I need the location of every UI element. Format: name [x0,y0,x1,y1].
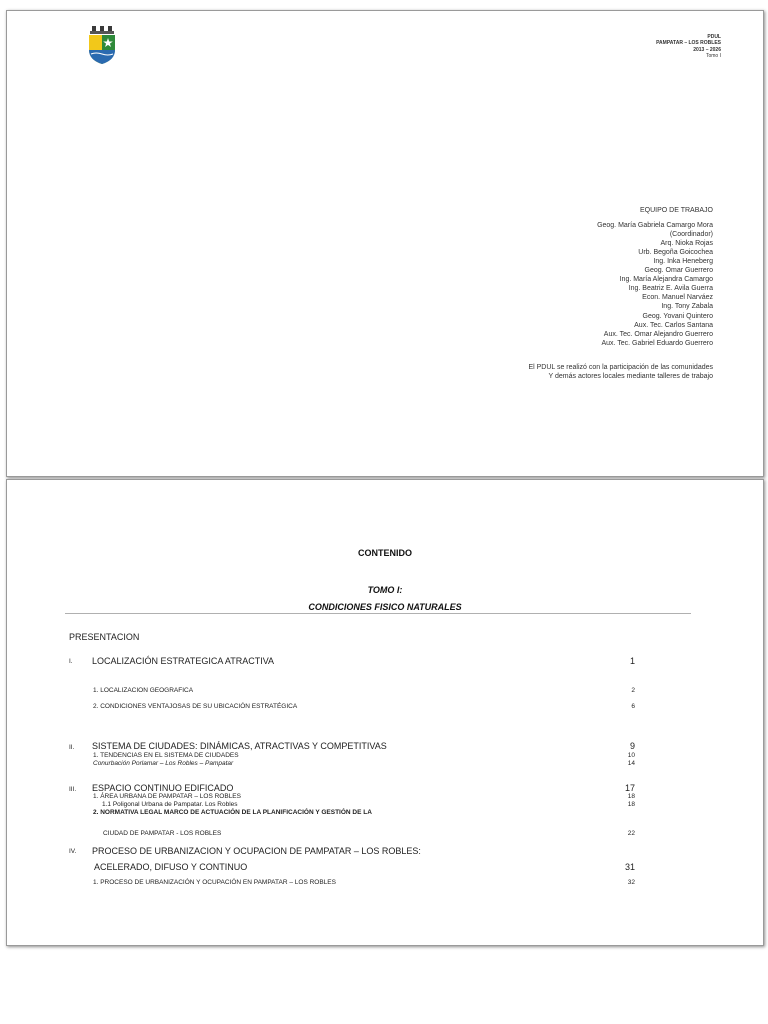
toc-page-number: 18 [627,793,635,800]
toc-chapter-title-continuation: ACELERADO, DIFUSO Y CONTINUO [94,862,248,872]
toc-page-number: 6 [631,703,635,710]
participation-note [528,363,713,381]
document-header [656,34,721,59]
toc-section: 1. LOCALIZACION GEOGRAFICA [93,687,194,694]
toc-section: 1. ÁREA URBANA DE PAMPATAR – LOS ROBLES [93,793,241,800]
toc-page-number: 10 [627,752,635,759]
header-line: 2013 – 2026 [693,46,721,53]
municipal-shield-logo [85,25,119,65]
volume-subtitle: CONDICIONES FISICO NATURALES [308,602,462,612]
team-member: Ing. Inka Heneberg [653,258,713,266]
toc-presentation: PRESENTACION [69,632,140,642]
participation-line: Y demás actores locales mediante talleres de trabajo [548,373,713,380]
toc-roman: III. [69,786,77,793]
heading-divider [65,613,691,614]
toc-section-continuation: CIUDAD DE PAMPATAR - LOS ROBLES [103,830,222,837]
toc-chapter-title: SISTEMA DE CIUDADES: DINÁMICAS, ATRACTIVAS Y COMPETITIVAS [92,741,387,751]
contents-title: CONTENIDO [358,548,412,558]
team-member: (Coordinador) [669,231,713,239]
toc-roman: I. [69,658,73,665]
toc-roman: II. [69,744,75,751]
toc-page-number: 22 [627,830,635,837]
document-page-2 [6,479,764,946]
toc-section: 2. CONDICIONES VENTAJOSAS DE SU UBICACIÓN ESTRATÉGICA [93,703,298,710]
toc-page-number: 9 [629,741,635,751]
toc-section: 1. TENDENCIAS EN EL SISTEMA DE CIUDADES [93,752,239,759]
toc-section: 1. PROCESO DE URBANIZACIÓN Y OCUPACIÓN EN PAMPATAR – LOS ROBLES [93,879,336,886]
team-member: Aux. Tec. Omar Alejandro Guerrero [603,330,713,338]
toc-chapter-title: LOCALIZACIÓN ESTRATEGICA ATRACTIVA [92,656,275,666]
toc-page-number: 2 [631,687,635,694]
volume-title: TOMO I: [367,585,403,595]
toc-page-number: 17 [624,783,635,793]
team-member: Ing. María Alejandra Camargo [619,276,713,284]
team-member: Geog. Omar Guerrero [644,267,713,275]
toc-page-number: 32 [627,879,635,886]
team-member: Geog. Yovani Quintero [642,312,713,320]
toc-subsection: Conurbación Porlamar – Los Robles – Pampatar [93,760,234,767]
toc-chapter-title: ESPACIO CONTINUO EDIFICADO [92,783,234,793]
toc-page-number: 1 [629,656,635,666]
team-member: Urb. Begoña Goicochea [638,249,713,257]
toc-page-number: 18 [627,801,635,808]
team-member: Ing. Tony Zabala [661,303,713,311]
team-member: Geog. María Gabriela Camargo Mora [597,222,713,230]
header-line: Tomo I [705,52,721,59]
team-heading: EQUIPO DE TRABAJO [640,207,713,214]
team-member: Aux. Tec. Gabriel Eduardo Guerrero [601,339,713,347]
team-member: Ing. Beatriz E. Avila Guerra [628,285,713,293]
team-member: Arq. Nioka Rojas [660,240,713,248]
toc-page-number: 14 [627,760,635,767]
toc-section: 2. NORMATIVA LEGAL MARCO DE ACTUACIÓN DE LA PLANIFICACIÓN Y GESTIÓN DE LA [93,809,372,816]
team-member: Aux. Tec. Carlos Santana [634,321,713,329]
team-member: Econ. Manuel Narváez [642,294,713,302]
toc-chapter-title: PROCESO DE URBANIZACION Y OCUPACION DE PAMPATAR – LOS ROBLES: [92,846,421,856]
toc-subsection: 1.1 Poligonal Urbana de Pampatar. Los Robles [102,801,238,808]
team-block [597,206,713,348]
participation-line: El PDUL se realizó con la participación de las comunidades [528,364,713,371]
toc-roman: IV. [69,848,77,855]
toc-page-number: 31 [624,862,635,872]
header-line: PAMPATAR – LOS ROBLES [656,40,721,47]
document-page-1 [6,10,764,477]
header-line: PDUL [707,34,721,40]
